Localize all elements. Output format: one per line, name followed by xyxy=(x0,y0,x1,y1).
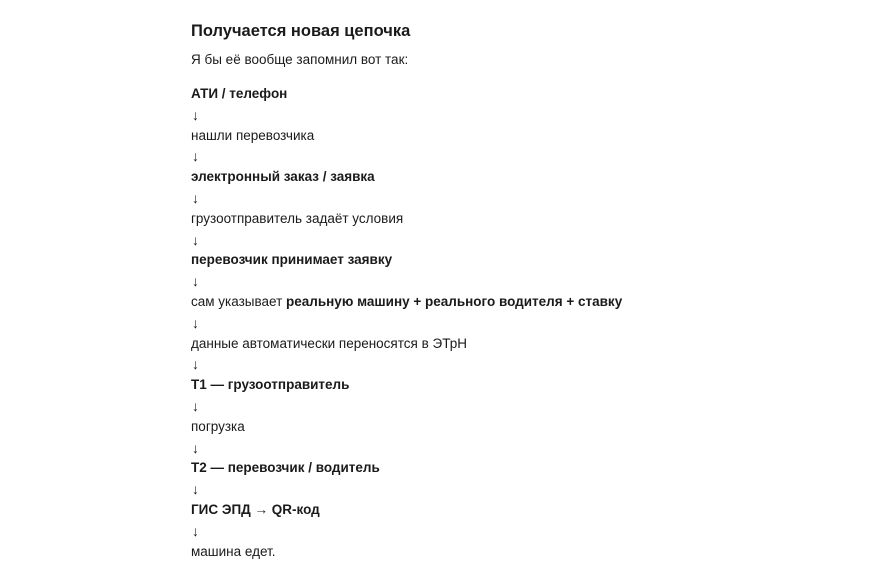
chain-step-carrier-accepts: перевозчик принимает заявку xyxy=(191,252,393,268)
down-arrow-icon: ↓ xyxy=(192,231,199,248)
down-arrow-icon: ↓ xyxy=(192,439,199,456)
chain-step-truck-departs: машина едет. xyxy=(191,543,276,559)
down-arrow-icon: ↓ xyxy=(192,522,199,539)
down-arrow-icon: ↓ xyxy=(192,314,199,331)
chain-step-gis-epd-qr: ГИС ЭПД → QR-код xyxy=(191,501,320,517)
down-arrow-icon: ↓ xyxy=(192,106,199,123)
down-arrow-icon: ↓ xyxy=(192,189,199,206)
down-arrow-icon: ↓ xyxy=(192,397,199,414)
down-arrow-icon: ↓ xyxy=(192,481,199,498)
chain-step-t2-carrier: Т2 — перевозчик / водитель xyxy=(191,460,380,476)
chain-step-ati-phone: АТИ / телефон xyxy=(191,86,288,101)
chain-step-emphasis: реальную машину + реального водителя + ставку xyxy=(286,293,623,309)
down-arrow-icon: ↓ xyxy=(192,273,199,290)
section-heading: Получается новая цепочка xyxy=(191,22,411,40)
process-chain xyxy=(191,84,622,562)
chain-step-shipper-sets-terms: грузоотправитель задаёт условия xyxy=(191,210,404,226)
intro-text: Я бы её вообще запомнил вот так: xyxy=(191,52,409,67)
down-arrow-icon: ↓ xyxy=(192,148,199,165)
chain-step-data-transfer: данные автоматически переносятся в ЭТрН xyxy=(191,335,467,351)
chain-step-electronic-order: электронный заказ / заявка xyxy=(191,169,375,185)
chain-step-t1-shipper: Т1 — грузоотправитель xyxy=(191,377,350,393)
chain-step-prefix: сам указывает xyxy=(191,293,287,309)
down-arrow-icon: ↓ xyxy=(192,356,199,373)
chain-step-loading: погрузка xyxy=(191,418,245,434)
chain-step-carrier-specifies xyxy=(191,292,622,313)
chain-step-found-carrier: нашли перевозчика xyxy=(191,127,315,143)
